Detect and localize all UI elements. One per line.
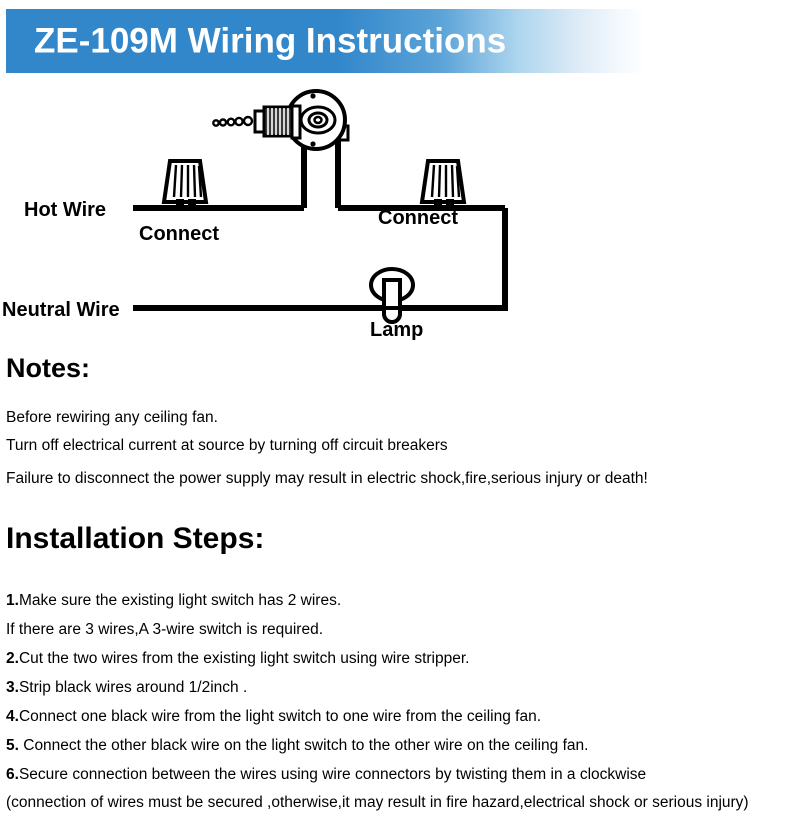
step-item bbox=[6, 651, 469, 667]
header-banner bbox=[6, 9, 646, 73]
notes-line-2: Turn off electrical current at source by turning off circuit breakers bbox=[6, 437, 448, 454]
installation-steps-heading: Installation Steps: bbox=[6, 522, 265, 555]
wire-nut-left-icon bbox=[164, 161, 206, 207]
connect-label-right: Connect bbox=[378, 207, 458, 229]
step-number: 6. bbox=[6, 766, 19, 783]
step-item bbox=[6, 738, 588, 754]
step-text: Connect one black wire from the light switch to one wire from the ceiling fan. bbox=[18, 708, 542, 725]
pull-chain-icon bbox=[213, 117, 252, 126]
step-item bbox=[6, 767, 646, 783]
lamp-icon bbox=[371, 269, 413, 322]
step-item bbox=[6, 795, 749, 811]
step-number: 3. bbox=[6, 679, 19, 696]
step-number: 5. bbox=[6, 737, 19, 754]
page-title: ZE-109M Wiring Instructions bbox=[34, 21, 507, 61]
wire-nut-right-icon bbox=[422, 161, 464, 207]
notes-line-1: Before rewiring any ceiling fan. bbox=[6, 409, 218, 426]
pull-chain-switch-icon bbox=[213, 91, 348, 149]
neutral-wire-label: Neutral Wire bbox=[2, 299, 120, 321]
step-text: Strip black wires around 1/2inch . bbox=[18, 679, 248, 696]
lamp-label: Lamp bbox=[370, 319, 424, 341]
step-item bbox=[6, 622, 323, 638]
connect-label-left: Connect bbox=[139, 223, 219, 245]
step-number: 4. bbox=[6, 708, 19, 725]
step-item bbox=[6, 680, 247, 696]
wiring-diagram bbox=[0, 82, 560, 344]
notes-line-3: Failure to disconnect the power supply may result in electric shock,fire,serious injury or death! bbox=[6, 470, 648, 487]
step-text: Connect the other black wire on the light switch to the other wire on the ceiling fan. bbox=[18, 737, 589, 754]
step-text: Make sure the existing light switch has 2 wires. bbox=[18, 592, 342, 609]
notes-heading: Notes: bbox=[6, 353, 91, 383]
step-number: 1. bbox=[6, 592, 19, 609]
step-text: Secure connection between the wires using wire connectors by twisting them in a clockwise bbox=[18, 766, 647, 783]
step-text: Cut the two wires from the existing light switch using wire stripper. bbox=[18, 650, 470, 667]
hot-wire-label: Hot Wire bbox=[24, 199, 107, 221]
step-number: 2. bbox=[6, 650, 19, 667]
step-item bbox=[6, 709, 541, 725]
step-text: If there are 3 wires,A 3-wire switch is required. bbox=[6, 621, 324, 638]
step-item bbox=[6, 593, 341, 609]
step-text: (connection of wires must be secured ,otherwise,it may result in fire hazard,electrical shock or serious injury) bbox=[6, 794, 749, 811]
